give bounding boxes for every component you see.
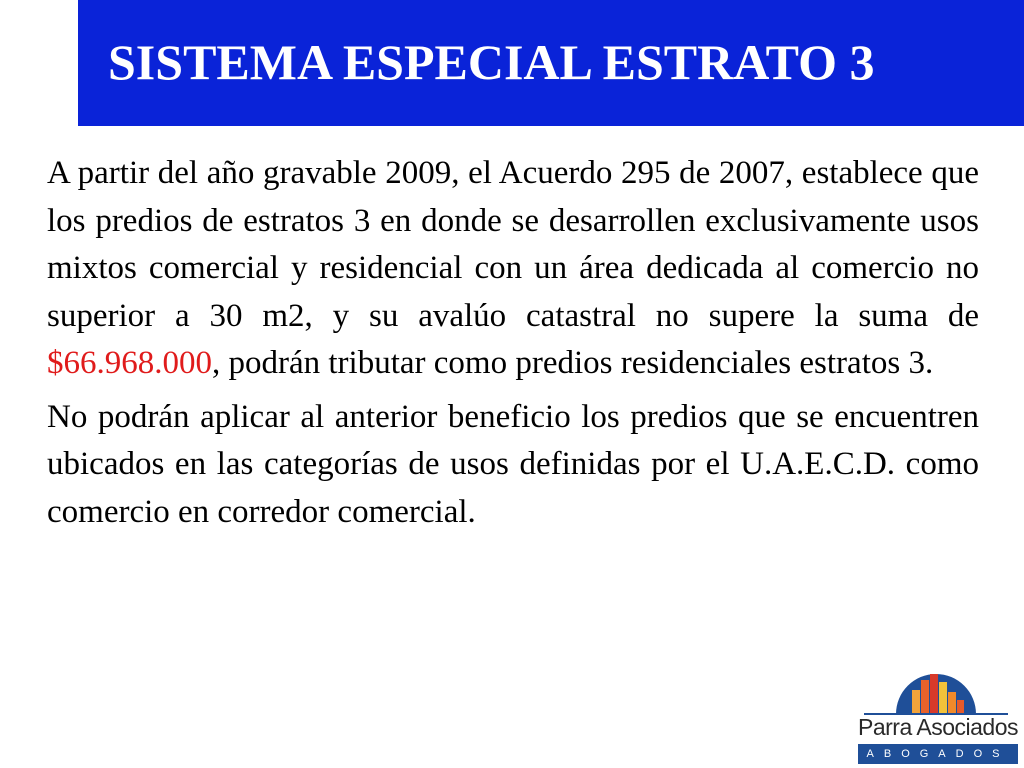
logo-building-2 <box>921 680 929 714</box>
slide-title: SISTEMA ESPECIAL ESTRATO 3 <box>108 34 875 90</box>
logo-building-3 <box>930 674 938 714</box>
amount-highlight: $66.968.000 <box>47 345 212 381</box>
logo-building-1 <box>912 690 920 714</box>
logo-subtitle: ABOGADOS <box>858 744 1018 764</box>
logo-name: Parra Asociados <box>858 714 1018 740</box>
paragraph-1-text-start: A partir del año gravable 2009, el Acuerdo 295 de 2007, establece que los predios de estratos 3 en donde se desarrollen exclusivamente usos mixtos comercial y residencial con un área dedicada al comercio no superior a 30 m2, y su avalúo catastral no supere la suma de <box>47 155 979 334</box>
logo-building-4 <box>939 682 947 714</box>
paragraph-1 <box>47 150 979 388</box>
paragraph-2: No podrán aplicar al anterior beneficio los predios que se encuentren ubicados en las categorías de usos definidas por el U.A.E.C.D. como comercio en corredor comercial. <box>47 398 979 530</box>
slide-body <box>47 150 979 542</box>
logo-building-6 <box>957 700 964 714</box>
logo-building-5 <box>948 692 956 714</box>
paragraph-1-text-end: , podrán tributar como predios residenciales estratos 3. <box>212 345 934 381</box>
